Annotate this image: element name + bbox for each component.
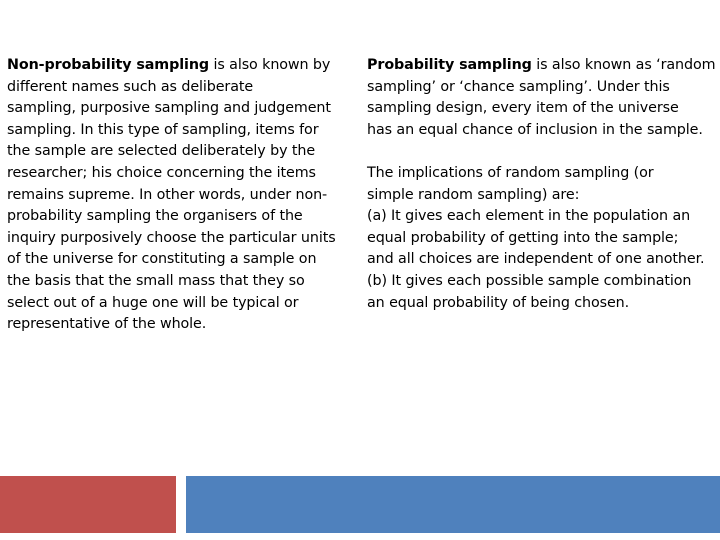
text-line: of the universe for constituting a sample on	[7, 251, 317, 268]
text-line: select out of a huge one will be typical or	[7, 294, 299, 311]
non-probability-term: Non-probability sampling	[7, 57, 210, 73]
implications-paragraph	[367, 163, 717, 314]
text-line: the sample are selected deliberately by the	[7, 143, 316, 160]
text-line: and all choices are independent of one another.	[367, 251, 705, 268]
footer-accent-blue	[186, 476, 720, 533]
text-line: has an equal chance of inclusion in the sample.	[367, 121, 703, 138]
non-probability-paragraph	[7, 55, 357, 336]
text-line: representative of the whole.	[7, 316, 207, 333]
text-line: simple random sampling) are:	[367, 186, 580, 203]
text-line: sampling, purposive sampling and judgement	[7, 100, 331, 117]
footer-accent-red	[0, 476, 176, 533]
text-line: the basis that the small mass that they so	[7, 272, 305, 289]
text-line: an equal probability of being chosen.	[367, 294, 630, 311]
text-line-continuation: is also known as ‘random	[531, 57, 716, 73]
text-line	[7, 55, 357, 77]
text-line: equal probability of getting into the sample;	[367, 229, 679, 246]
text-line: remains supreme. In other words, under non-	[7, 186, 328, 203]
text-line: probability sampling the organisers of the	[7, 208, 303, 225]
text-line: inquiry purposively choose the particular units	[7, 229, 336, 246]
text-line: sampling design, every item of the universe	[367, 100, 679, 117]
text-line-continuation: is also known by	[209, 57, 331, 73]
right-column	[367, 55, 717, 314]
text-line: (b) It gives each possible sample combination	[367, 272, 692, 289]
text-line: sampling’ or ‘chance sampling’. Under this	[367, 78, 670, 95]
left-column	[7, 55, 357, 336]
text-line: different names such as deliberate	[7, 78, 254, 95]
text-line: (a) It gives each element in the population an	[367, 208, 691, 225]
text-line: The implications of random sampling (or	[367, 164, 654, 181]
text-line: researcher; his choice concerning the items	[7, 164, 316, 181]
text-line	[367, 55, 717, 77]
probability-paragraph	[367, 55, 717, 141]
probability-term: Probability sampling	[367, 57, 532, 73]
text-line: sampling. In this type of sampling, items for	[7, 121, 319, 138]
